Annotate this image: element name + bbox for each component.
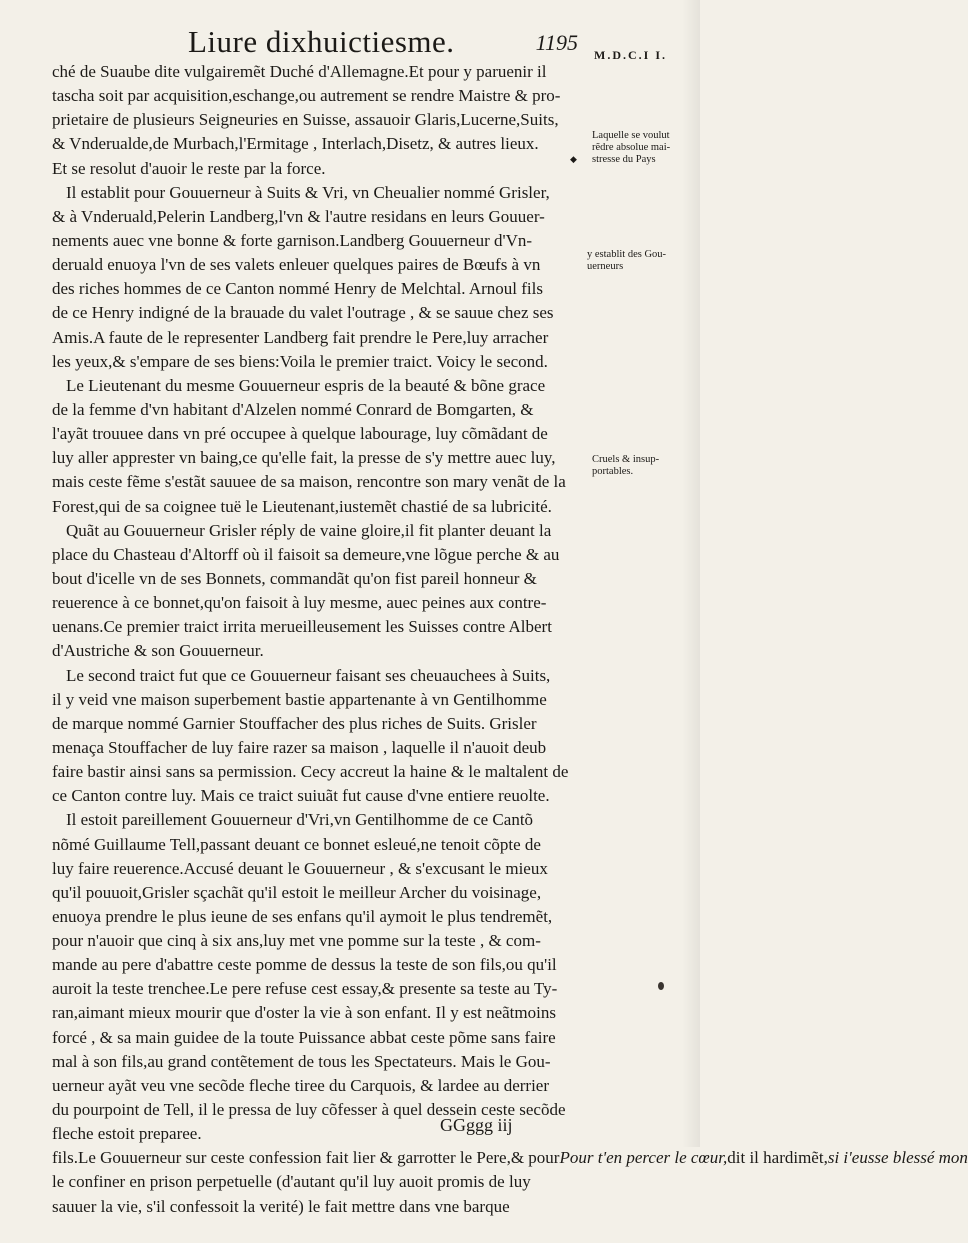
text-line: mal à son fils,au grand contẽtement de tous les Spectateurs. Mais le Gou- bbox=[52, 1051, 551, 1071]
text-line: les yeux,& s'empare de ses biens:Voila le premier traict. Voicy le second. bbox=[52, 351, 548, 371]
text-line: auroit la teste trenchee.Le pere refuse cest essay,& presente sa teste au Ty- bbox=[52, 979, 558, 999]
text-line: pour n'auoir que cinq à six ans,luy met vne pomme sur la teste , & com- bbox=[52, 931, 541, 951]
text-line: il y veid vne maison superbement bastie appartenante à vn Gentilhomme bbox=[52, 689, 547, 709]
text-run: fils.Le Gouuerneur sur ceste confession fait lier & garrotter le Pere,& pour bbox=[52, 1148, 560, 1168]
text-line: tascha soit par acquisition,eschange,ou autrement se rendre Maistre & pro- bbox=[52, 86, 561, 106]
text-line: enuoya prendre le plus ieune de ses enfans qu'il aymoit le plus tendremẽt, bbox=[52, 906, 553, 926]
italic-quote: Pour t'en percer le cœur, bbox=[559, 1148, 728, 1168]
text-line: Il estoit pareillement Gouuerneur d'Vri,vn Gentilhomme de ce Cantõ bbox=[66, 810, 534, 830]
text-line: faire bastir ainsi sans sa permission. Cecy accreut la haine & le maltalent de bbox=[52, 762, 569, 782]
running-head bbox=[188, 22, 578, 62]
text-line: Le Lieutenant du mesme Gouuerneur espris de la beauté & bõne grace bbox=[66, 375, 546, 395]
text-line: Amis.A faute de le representer Landberg fait prendre le Pere,luy arracher bbox=[52, 327, 549, 347]
text-line: du pourpoint de Tell, il le pressa de luy cõfesser à quel dessein ceste secõde bbox=[52, 1100, 566, 1120]
page-edge bbox=[682, 0, 700, 1147]
text-run: dit il hardimẽt, bbox=[727, 1148, 828, 1168]
text-line: reuerence à ce bonnet,qu'on faisoit à luy mesme, auec peines aux contre- bbox=[52, 593, 547, 613]
text-line: uenans.Ce premier traict irrita merueilleusement les Suisses contre Albert bbox=[52, 617, 552, 637]
margin-note bbox=[592, 454, 687, 478]
text-line: mande au pere d'abattre ceste pomme de dessus la teste de son fils,ou qu'il bbox=[52, 955, 557, 975]
text-line: deruald enuoya l'vn de ses valets enleuer quelques paires de Bœufs à vn bbox=[52, 255, 541, 275]
margin-note-line: portables. bbox=[592, 466, 634, 477]
margin-note-line: stresse du Pays bbox=[592, 154, 656, 165]
running-title: Liure dixhuictiesme. bbox=[188, 24, 455, 59]
text-line: luy faire reuerence.Accusé deuant le Gouuerneur , & s'excusant le mieux bbox=[52, 858, 548, 878]
margin-note-line: y establit des Gou- bbox=[587, 249, 667, 260]
margin-note-line: Laquelle se voulut bbox=[592, 130, 670, 141]
text-line: ce Canton contre luy. Mais ce traict suiuãt fut cause d'vne entiere reuolte. bbox=[52, 786, 550, 806]
margin-note bbox=[592, 130, 687, 166]
text-line: le confiner en prison perpetuelle (d'autant qu'il luy auoit promis de luy bbox=[52, 1172, 531, 1192]
text-line: mais ceste fẽme s'estãt sauuee de sa maison, rencontre son mary venãt de la bbox=[52, 472, 566, 492]
margin-note-line: uerneurs bbox=[587, 261, 624, 272]
text-line: sauuer la vie, s'il confessoit la verité) le fait mettre dans vne barque bbox=[52, 1196, 510, 1216]
text-line: prietaire de plusieurs Seigneuries en Suisse, assauoir Glaris,Lucerne,Suits, bbox=[52, 110, 559, 130]
text-line: qu'il pouuoit,Grisler sçachãt qu'il estoit le meilleur Archer du voisinage, bbox=[52, 882, 542, 902]
text-line: Quãt au Gouuerneur Grisler réply de vaine gloire,il fit planter deuant la bbox=[66, 520, 552, 540]
year-margin: M.D.C.I I. bbox=[594, 48, 667, 62]
text-line: d'Austriche & son Gouuerneur. bbox=[52, 641, 264, 661]
text-line: ché de Suaube dite vulgairemẽt Duché d'Allemagne.Et pour y paruenir il bbox=[52, 62, 547, 81]
text-line: fleche estoit preparee. bbox=[52, 1124, 202, 1144]
ornament-mark: ◆ bbox=[570, 154, 577, 164]
text-line: Forest,qui de sa coignee tuë le Lieutenant,iustemẽt chastié de sa lubricité. bbox=[52, 496, 552, 516]
text-line: ran,aimant mieux mourir que d'oster la vie à son enfant. Il y est neãtmoins bbox=[52, 1003, 556, 1023]
text-line: des riches hommes de ce Canton nommé Henry de Melchtal. Arnoul fils bbox=[52, 279, 543, 299]
text-line: de marque nommé Garnier Stouffacher des plus riches de Suits. Grisler bbox=[52, 713, 537, 733]
text-line: de la femme d'vn habitant d'Alzelen nommé Conrard de Bomgarten, & bbox=[52, 399, 534, 419]
page-number: 1195 bbox=[535, 30, 578, 55]
margin-note bbox=[587, 249, 682, 273]
text-line: luy aller apprester vn baing,ce qu'elle fait, la presse de s'y mettre auec luy, bbox=[52, 448, 556, 468]
text-line: & à Vnderuald,Pelerin Landberg,l'vn & l'autre residans en leurs Gouuer- bbox=[52, 206, 545, 226]
text-line: forcé , & sa main guidee de la toute Puissance abbat ceste põme sans faire bbox=[52, 1027, 556, 1047]
text-line: menaça Stouffacher de luy faire razer sa maison , laquelle il n'auoit deub bbox=[52, 737, 547, 757]
text-line: Et se resolut d'auoir le reste par la force. bbox=[52, 158, 326, 178]
text-line: bout d'icelle vn de ses Bonnets, commandãt qu'on fist pareil honneur & bbox=[52, 568, 537, 588]
margin-note-line: rẽdre absolue mai- bbox=[592, 142, 671, 153]
text-line: uerneur ayãt veu vne secõde fleche tiree du Carquois, & lardee au derrier bbox=[52, 1075, 550, 1095]
text-line: Le second traict fut que ce Gouuerneur faisant ses cheuauchees à Suits, bbox=[66, 665, 551, 685]
signature-mark: GGggg iij bbox=[440, 1115, 513, 1135]
text-line: nõmé Guillaume Tell,passant deuant ce bonnet esleué,ne tenoit cõpte de bbox=[52, 834, 541, 854]
text-line bbox=[52, 1219, 580, 1243]
text-line-with-quote bbox=[52, 1146, 968, 1170]
text-line: l'ayãt trouuee dans vn pré occupee à quelque labourage, luy cõmãdant de bbox=[52, 424, 548, 444]
margin-note-line: Cruels & insup- bbox=[592, 454, 660, 465]
text-line: & Vnderualde,de Murbach,l'Ermitage , Interlach,Disetz, & autres lieux. bbox=[52, 134, 539, 154]
text-line: place du Chasteau d'Altorff où il faisoit sa demeure,vne lõgue perche & au bbox=[52, 544, 560, 564]
ink-spot bbox=[658, 982, 664, 990]
text-line: nements auec vne bonne & forte garnison.Landberg Gouuerneur d'Vn- bbox=[52, 230, 533, 250]
italic-quote: si i'eusse blessé mon bbox=[827, 1148, 968, 1168]
text-line: de ce Henry indigné de la brauade du valet l'outrage , & se sauue chez ses bbox=[52, 303, 554, 323]
text-line: Il establit pour Gouuerneur à Suits & Vri, vn Cheualier nommé Grisler, bbox=[66, 182, 550, 202]
